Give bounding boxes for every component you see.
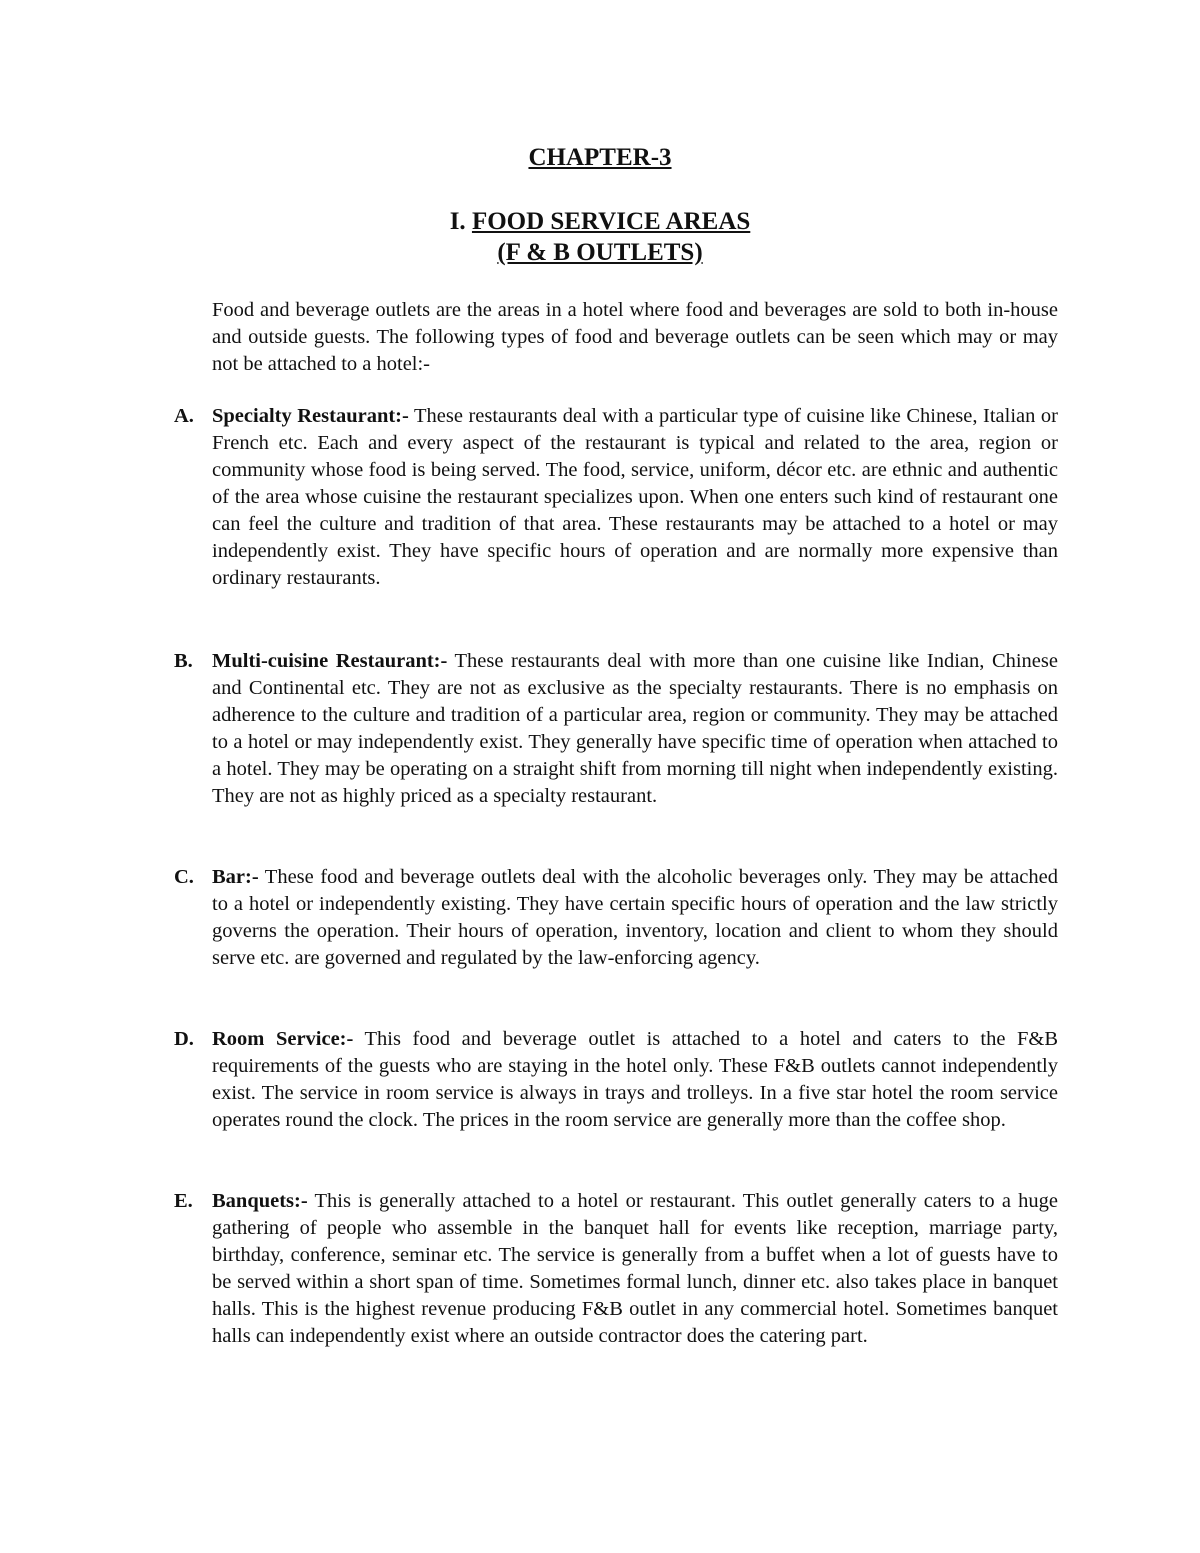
outlet-body <box>212 1026 1058 1134</box>
outlet-text: These restaurants deal with more than one cuisine like Indian, Chinese and Continental etc. They are not as exclusive as the specialty restaurants. There is no emphasis on adherence to the culture and tradition of a particular area, region or community. They may be attached to a hotel or may independently exist. They generally have specific time of operation when attached to a hotel. They may be operating on a straight shift from morning till night when independently existing. They are not as highly priced as a specialty restaurant. <box>212 650 1058 807</box>
outlet-letter: D. <box>174 1028 194 1050</box>
outlet-term: Room Service:- <box>212 1028 354 1050</box>
outlet-body <box>212 1188 1058 1350</box>
section-number: I. <box>449 208 466 235</box>
outlet-item-bar <box>174 864 1058 972</box>
intro-paragraph: Food and beverage outlets are the areas in a hotel where food and beverages are sold to both in-house and outside guests. The following types of food and beverage outlets can be seen which may or may not be attached to a hotel:- <box>212 299 1058 375</box>
outlet-item-room-service <box>174 1026 1058 1134</box>
outlet-term: Bar:- <box>212 866 259 888</box>
outlet-term: Multi-cuisine Restaurant:- <box>212 650 448 672</box>
outlet-text: This food and beverage outlet is attached to a hotel and caters to the F&B requirements of the guests who are staying in the hotel only. These F&B outlets cannot independently exist. The service in room service is always in trays and trolleys. In a five star hotel the room service operates round the clock. The prices in the room service are generally more than the coffee shop. <box>212 1028 1059 1131</box>
outlet-body <box>212 864 1058 972</box>
section-subtitle: (F & B OUTLETS) <box>497 239 703 266</box>
outlet-text: This is generally attached to a hotel or restaurant. This outlet generally caters to a huge gathering of people who assemble in the banquet hall for events like reception, marriage party, birthday, conference, seminar etc. The service is generally from a buffet when a lot of guests have to be served within a short span of time. Sometimes formal lunch, dinner etc. also takes place in banquet halls. This is the highest revenue producing F&B outlet in any commercial hotel. Sometimes banquet halls can independently exist where an outside contractor does the catering part. <box>212 1190 1058 1347</box>
section-title-line <box>0 206 1200 237</box>
outlet-letter: C. <box>174 866 194 888</box>
outlet-body <box>212 648 1058 810</box>
outlet-text: These food and beverage outlets deal with the alcoholic beverages only. They may be attached to a hotel or independently existing. They have certain specific hours of operation and the law strictly governs the operation. Their hours of operation, inventory, location and client to whom they should serve etc. are governed and regulated by the law-enforcing agency. <box>212 866 1058 969</box>
outlet-item-specialty-restaurant <box>174 403 1058 592</box>
section-heading <box>0 206 1200 268</box>
outlet-term: Banquets:- <box>212 1190 308 1212</box>
outlet-letter: B. <box>174 650 193 672</box>
outlet-text: These restaurants deal with a particular type of cuisine like Chinese, Italian or French etc. Each and every aspect of the restaurant is typical and related to the area, region or community whose food is being served. The food, service, uniform, décor etc. are ethnic and authentic of the area whose cuisine the restaurant specializes upon. When one enters such kind of restaurant one can feel the culture and tradition of that area. These restaurants may be attached to a hotel or may independently exist. They have specific hours of operation and are normally more expensive than ordinary restaurants. <box>212 405 1058 589</box>
outlet-item-multi-cuisine-restaurant <box>174 648 1058 810</box>
outlet-letter: E. <box>174 1190 193 1212</box>
section-title: FOOD SERVICE AREAS <box>471 208 751 235</box>
outlet-item-banquets <box>174 1188 1058 1350</box>
chapter-title: CHAPTER-3 <box>528 144 672 171</box>
outlet-term: Specialty Restaurant:- <box>212 405 409 427</box>
outlet-letter: A. <box>174 405 194 427</box>
outlet-body <box>212 403 1058 592</box>
